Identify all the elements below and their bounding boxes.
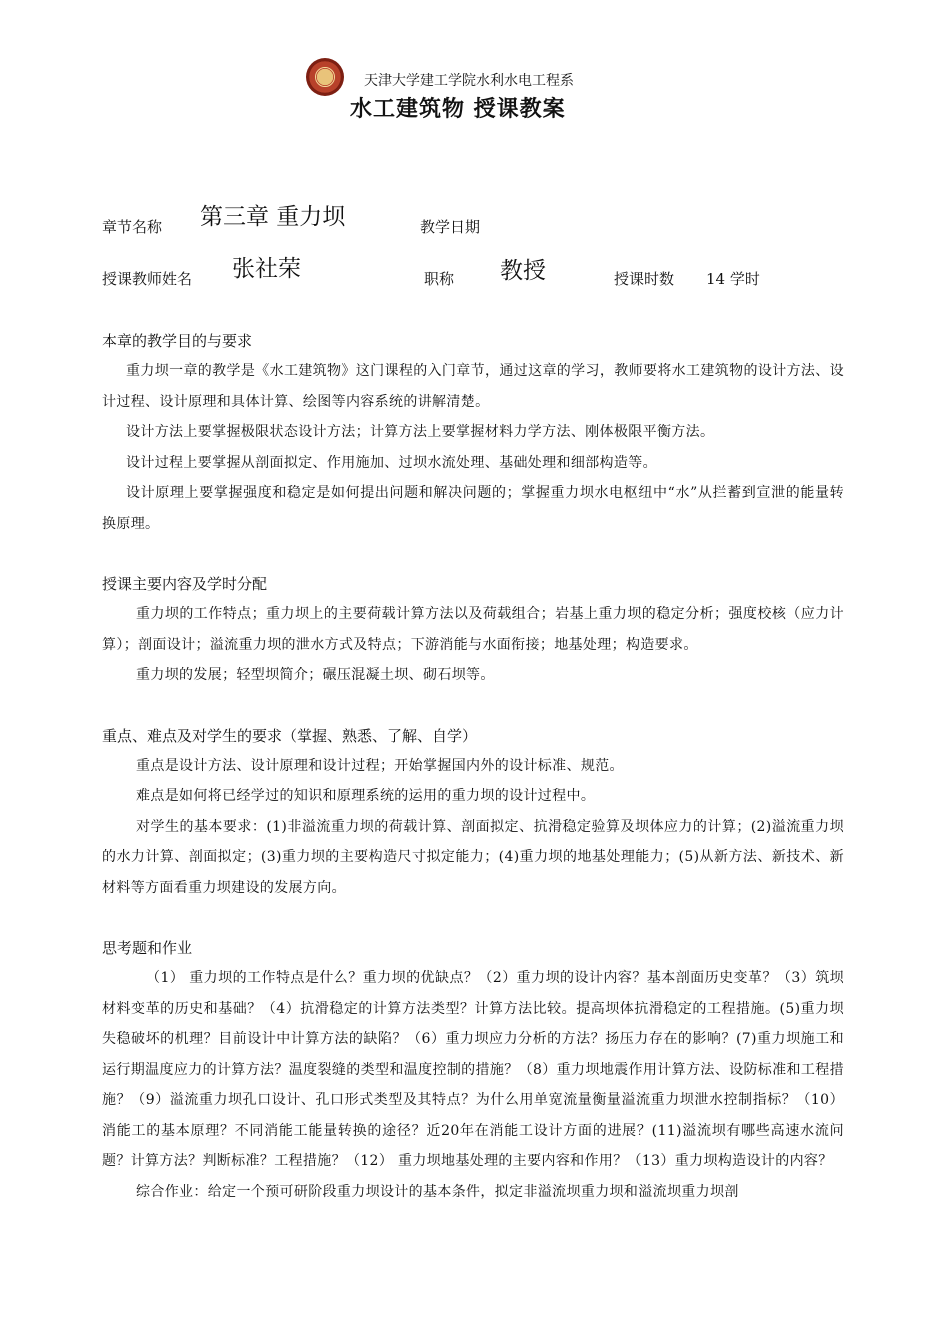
hours-label: 授课时数 [614, 270, 675, 288]
rank-label: 职称 [424, 270, 455, 288]
requirements-paragraph: 难点是如何将已经学过的知识和原理系统的运用的重力坝的设计过程中。 [136, 788, 596, 804]
chapter-label: 章节名称 [102, 218, 163, 236]
homework-paragraph: 综合作业：给定一个预可研阶段重力坝设计的基本条件，拟定非溢流坝重力坝和溢流坝重力坝剖 [136, 1183, 739, 1200]
chapter-value: 第三章 重力坝 [200, 204, 346, 230]
content-paragraph: 重力坝的工作特点；重力坝上的主要荷载计算方法以及荷载组合；岩基上重力坝的稳定分析；强度校核（应力计算）；剖面设计；溢流重力坝的泄水方式及特点；下游消能与水面衔接；地基处理；构造要求。 [102, 606, 844, 653]
goals-paragraph: 设计过程上要掌握从剖面拟定、作用施加、过坝水流处理、基础处理和细部构造等。 [126, 454, 657, 471]
teaching-date-label: 教学日期 [420, 218, 481, 236]
section-heading-requirements: 重点、难点及对学生的要求（掌握、熟悉、了解、自学） [102, 726, 478, 745]
rank-value: 教授 [500, 258, 546, 284]
section-heading-goals: 本章的教学目的与要求 [102, 332, 253, 350]
teacher-label: 授课教师姓名 [102, 270, 193, 288]
section-heading-homework: 思考题和作业 [102, 939, 193, 957]
lesson-plan-body [102, 326, 844, 1207]
goals-paragraph: 重力坝一章的教学是《水工建筑物》这门课程的入门章节，通过这章的学习，教师要将水工建筑物的设计方法、设计过程、设计原理和具体计算、绘图等内容系统的讲解清楚。 [102, 363, 844, 410]
goals-paragraph: 设计原理上要掌握强度和稳定是如何提出问题和解决问题的；掌握重力坝水电枢纽中“水”从拦蓄到宣泄的能量转换原理。 [102, 485, 844, 532]
goals-paragraph: 设计方法上要掌握极限状态设计方法；计算方法上要掌握材料力学方法、刚体极限平衡方法。 [126, 424, 715, 440]
teacher-name: 张社荣 [232, 256, 301, 282]
content-paragraph: 重力坝的发展；轻型坝简介；碾压混凝土坝、砌石坝等。 [136, 667, 495, 683]
requirements-paragraph: 重点是设计方法、设计原理和设计过程；开始掌握国内外的设计标准、规范。 [136, 757, 624, 774]
university-seal-icon [306, 58, 344, 96]
institution-name: 天津大学建工学院水利水电工程系 [364, 73, 574, 89]
hours-value: 14 学时 [706, 270, 760, 288]
requirements-paragraph: 对学生的基本要求：(1)非溢流重力坝的荷载计算、剖面拟定、抗滑稳定验算及坝体应力的计算；(2)溢流重力坝的水力计算、剖面拟定；(3)重力坝的主要构造尺寸拟定能力；(4)重力坝的地基处理能力；(5)从新方法、新技术、新材料等方面看重力坝建设的发展方向。 [102, 818, 844, 896]
section-heading-content: 授课主要内容及学时分配 [102, 575, 268, 593]
page-title: 水工建筑物 授课教案 [350, 96, 566, 122]
homework-paragraph: （1） 重力坝的工作特点是什么？重力坝的优缺点？（2）重力坝的设计内容？基本剖面历史变革？（3）筑坝材料变革的历史和基础？（4）抗滑稳定的计算方法类型？计算方法比较。提高坝体抗滑稳定的工程措施。(5)重力坝失稳破坏的机理？目前设计中计算方法的缺陷？（6）重力坝应力分析的方法？扬压力存在的影响？(7)重力坝施工和运行期温度应力的计算方法？温度裂缝的类型和温度控制的措施？（8）重力坝地震作用计算方法、设防标准和工程措施？（9）溢流重力坝孔口设计、孔口形式类型及其特点？为什么用单宽流量衡量溢流重力坝泄水控制指标？（10）消能工的基本原理？不同消能工能量转换的途径？近20年在消能工设计方面的进展？(11)溢流坝有哪些高速水流问题？计算方法？判断标准？工程措施？（12） 重力坝地基处理的主要内容和作用？（13）重力坝构造设计的内容？ [102, 970, 844, 1169]
